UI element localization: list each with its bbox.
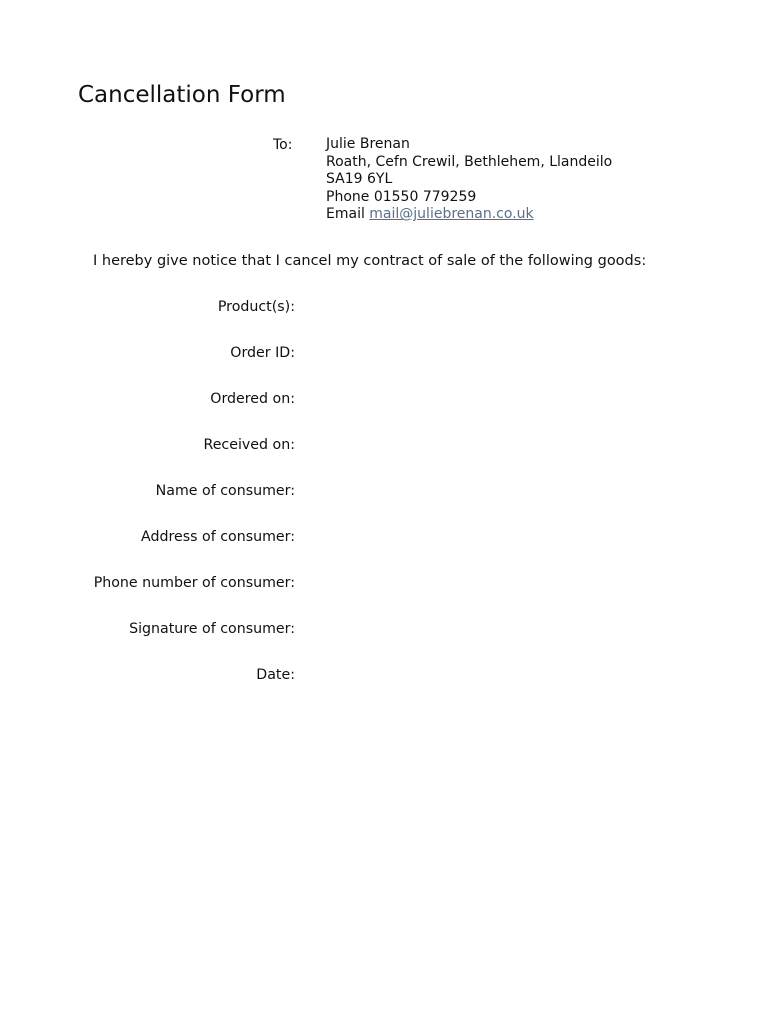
cancellation-notice: I hereby give notice that I cancel my contract of sale of the following goods: — [93, 253, 647, 269]
recipient-email-row — [326, 206, 612, 224]
to-label: To: — [273, 137, 293, 153]
consumer-address-label: Address of consumer: — [141, 529, 295, 545]
recipient-phone-row — [326, 189, 612, 207]
email-link[interactable]: mail@juliebrenan.co.uk — [369, 206, 534, 223]
email-label: Email — [326, 206, 365, 223]
phone-number: 01550 779259 — [373, 188, 477, 205]
recipient-address-block — [326, 136, 612, 224]
recipient-address-line: Roath, Cefn Crewil, Bethlehem, Llandeilo — [326, 153, 613, 170]
page-title: Cancellation Form — [78, 82, 286, 108]
consumer-phone-label: Phone number of consumer: — [93, 575, 295, 591]
products-label: Product(s): — [217, 299, 295, 315]
consumer-signature-label: Signature of consumer: — [129, 621, 295, 637]
phone-label: Phone — [326, 188, 370, 205]
date-label: Date: — [256, 667, 295, 683]
recipient-name: Julie Brenan — [326, 136, 410, 152]
ordered-on-label: Ordered on: — [210, 391, 295, 407]
consumer-name-label: Name of consumer: — [155, 483, 295, 499]
recipient-postcode: SA19 6YL — [326, 171, 393, 188]
received-on-label: Received on: — [203, 437, 295, 453]
order-id-label: Order ID: — [230, 345, 295, 361]
